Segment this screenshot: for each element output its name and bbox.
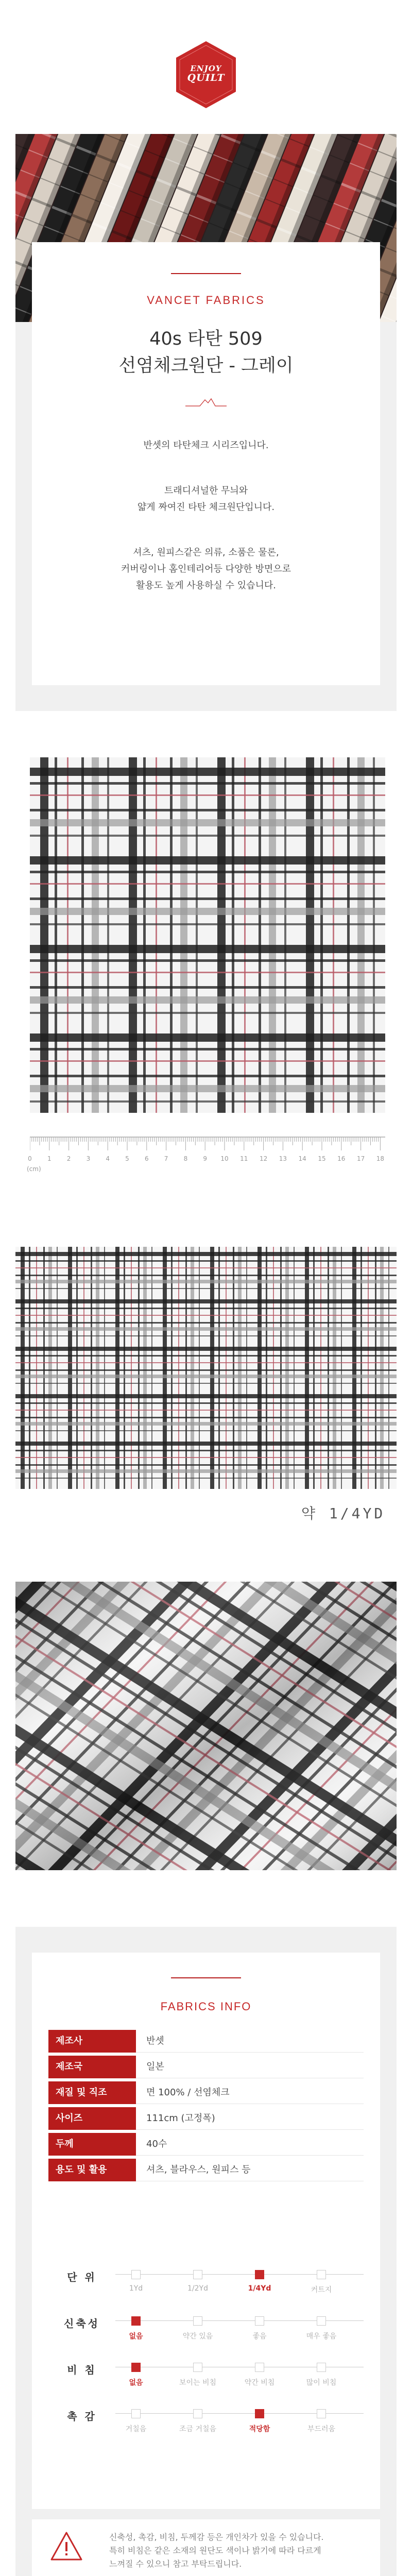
notice-line: 느껴질 수 있으니 참고 부탁드립니다. xyxy=(109,2559,242,2569)
spec-row-country xyxy=(48,2056,364,2078)
brand-name: VANCET FABRICS xyxy=(147,294,265,307)
scale-row xyxy=(48,2401,364,2439)
ruler-number: 15 xyxy=(318,1155,326,1162)
ruler-number: 13 xyxy=(279,1155,287,1162)
scale-name: 단 위 xyxy=(67,2271,97,2283)
spec-row-manufacturer xyxy=(48,2030,364,2053)
ruler-number: 18 xyxy=(376,1155,385,1162)
mountain-icon xyxy=(185,397,227,407)
scale-option: 좋음 xyxy=(252,2332,267,2341)
scale-option: 1Yd xyxy=(129,2284,143,2293)
spec-value: 111cm (고정폭) xyxy=(146,2113,215,2124)
product-title: 40s 타탄 509 xyxy=(149,329,263,349)
centimeter-ruler xyxy=(30,1136,385,1167)
logo-line1: ENJOY xyxy=(190,64,222,73)
scale-marker xyxy=(317,2270,326,2279)
brand-divider xyxy=(171,273,241,274)
scale-marker xyxy=(255,2363,264,2372)
ruler-number: 10 xyxy=(220,1155,229,1162)
scale-option: 부드러움 xyxy=(307,2425,336,2433)
scale-name: 신축성 xyxy=(64,2317,100,2330)
spec-value: 40수 xyxy=(146,2139,167,2149)
scale-row xyxy=(48,2308,364,2346)
spec-key: 두께 xyxy=(48,2133,136,2156)
scale-option: 약간 비침 xyxy=(244,2379,275,2387)
spec-key: 재질 및 직조 xyxy=(48,2081,136,2104)
scale-track xyxy=(115,2413,364,2414)
ruler-number: 8 xyxy=(183,1155,188,1162)
fabric-swatch-flat xyxy=(30,757,385,1113)
scale-name: 비 침 xyxy=(67,2364,97,2376)
spec-key: 사이즈 xyxy=(48,2107,136,2130)
ruler-number: 16 xyxy=(337,1155,346,1162)
ruler-unit: (cm) xyxy=(27,1165,41,1173)
scale-marker-selected xyxy=(131,2316,141,2326)
product-subtitle: 선염체크원단 - 그레이 xyxy=(118,355,294,376)
ruler-number: 11 xyxy=(240,1155,248,1162)
description-line: 반셋의 타탄체크 시리즈입니다. xyxy=(143,440,269,451)
scale-marker xyxy=(193,2409,202,2418)
spec-value: 면 100% / 선염체크 xyxy=(146,2087,230,2098)
ruler-number: 7 xyxy=(164,1155,168,1162)
scale-row xyxy=(48,2354,364,2393)
spec-key: 용도 및 활용 xyxy=(48,2159,136,2181)
ruler-number: 9 xyxy=(203,1155,207,1162)
description-line: 트래디셔널한 무늬와 xyxy=(164,485,248,496)
notice-text xyxy=(109,2531,367,2571)
ruler-number: 5 xyxy=(125,1155,129,1162)
fabric-swatch-quarter-yard xyxy=(15,1247,397,1489)
ruler-number: 0 xyxy=(28,1155,32,1162)
scale-marker xyxy=(255,2316,264,2326)
notice-line: 특히 비침은 같은 소재의 원단도 색이나 밝기에 따라 다르게 xyxy=(109,2546,321,2555)
scale-track xyxy=(115,2274,364,2275)
spec-row-material xyxy=(48,2081,364,2104)
notice-line: 신축성, 촉감, 비침, 두께감 등은 개인차가 있을 수 있습니다. xyxy=(109,2532,324,2542)
scale-option: 거칠음 xyxy=(125,2425,147,2433)
info-title: FABRICS INFO xyxy=(160,2000,252,2013)
scale-marker xyxy=(317,2316,326,2326)
spec-key: 제조국 xyxy=(48,2056,136,2078)
scale-marker xyxy=(193,2363,202,2372)
scale-option: 많이 비침 xyxy=(306,2379,337,2387)
scale-marker xyxy=(317,2363,326,2372)
scale-option: 없음 xyxy=(129,2332,143,2341)
spec-row-size xyxy=(48,2107,364,2130)
scale-marker xyxy=(193,2316,202,2326)
scale-track xyxy=(115,2320,364,2321)
description-line: 커버링이나 홈인테리어등 다양한 방면으로 xyxy=(121,564,291,574)
ruler-number: 14 xyxy=(298,1155,306,1162)
scale-option: 없음 xyxy=(129,2379,143,2387)
spec-row-thickness xyxy=(48,2133,364,2156)
ruler-number: 1 xyxy=(47,1155,52,1162)
yard-size-label: 약 1/4YD xyxy=(301,1505,386,1522)
spec-key: 제조사 xyxy=(48,2030,136,2053)
logo-area xyxy=(0,0,412,134)
spec-value: 일본 xyxy=(146,2061,164,2072)
scale-option: 보이는 비침 xyxy=(179,2379,217,2387)
warning-icon xyxy=(49,2531,83,2562)
scale-option: 1/4Yd xyxy=(248,2284,271,2293)
scale-option: 매우 좋음 xyxy=(306,2332,337,2341)
ruler-number: 4 xyxy=(106,1155,110,1162)
scale-marker-selected xyxy=(131,2363,141,2372)
scale-marker xyxy=(193,2270,202,2279)
scale-option: 1/2Yd xyxy=(187,2284,208,2293)
scale-name: 촉 감 xyxy=(67,2410,97,2422)
scale-marker-selected xyxy=(255,2409,264,2418)
scale-option: 커트지 xyxy=(311,2286,332,2294)
ruler-number: 12 xyxy=(259,1155,268,1162)
ruler-number: 17 xyxy=(356,1155,365,1162)
spec-row-usage xyxy=(48,2159,364,2181)
description-line: 활용도 높게 사용하실 수 있습니다. xyxy=(135,580,277,591)
spec-value: 반셋 xyxy=(146,2036,164,2046)
scale-marker xyxy=(131,2270,141,2279)
fabric-info-card xyxy=(32,1953,380,2509)
scale-marker-selected xyxy=(255,2270,264,2279)
scale-option: 약간 있음 xyxy=(182,2332,213,2341)
description-line: 셔츠, 원피스같은 의류, 소품은 물론, xyxy=(133,547,279,558)
description-line: 얇게 짜여진 타탄 체크원단입니다. xyxy=(137,502,275,513)
scale-marker xyxy=(317,2409,326,2418)
intro-card xyxy=(32,242,380,685)
ruler-number: 3 xyxy=(86,1155,91,1162)
brand-logo-text xyxy=(171,65,241,83)
scale-row xyxy=(48,2262,364,2300)
ruler-number: 2 xyxy=(66,1155,71,1162)
logo-line2: QUILT xyxy=(187,72,225,83)
scale-option: 적당함 xyxy=(249,2425,270,2433)
fabric-swatch-draped xyxy=(15,1582,397,1870)
scale-marker xyxy=(131,2409,141,2418)
ruler-number: 6 xyxy=(144,1155,149,1162)
info-divider xyxy=(171,1977,241,1978)
notice-box xyxy=(32,2519,380,2576)
spec-value: 셔츠, 블라우스, 원피스 등 xyxy=(146,2164,251,2175)
scale-option: 조금 거칠음 xyxy=(179,2425,217,2433)
